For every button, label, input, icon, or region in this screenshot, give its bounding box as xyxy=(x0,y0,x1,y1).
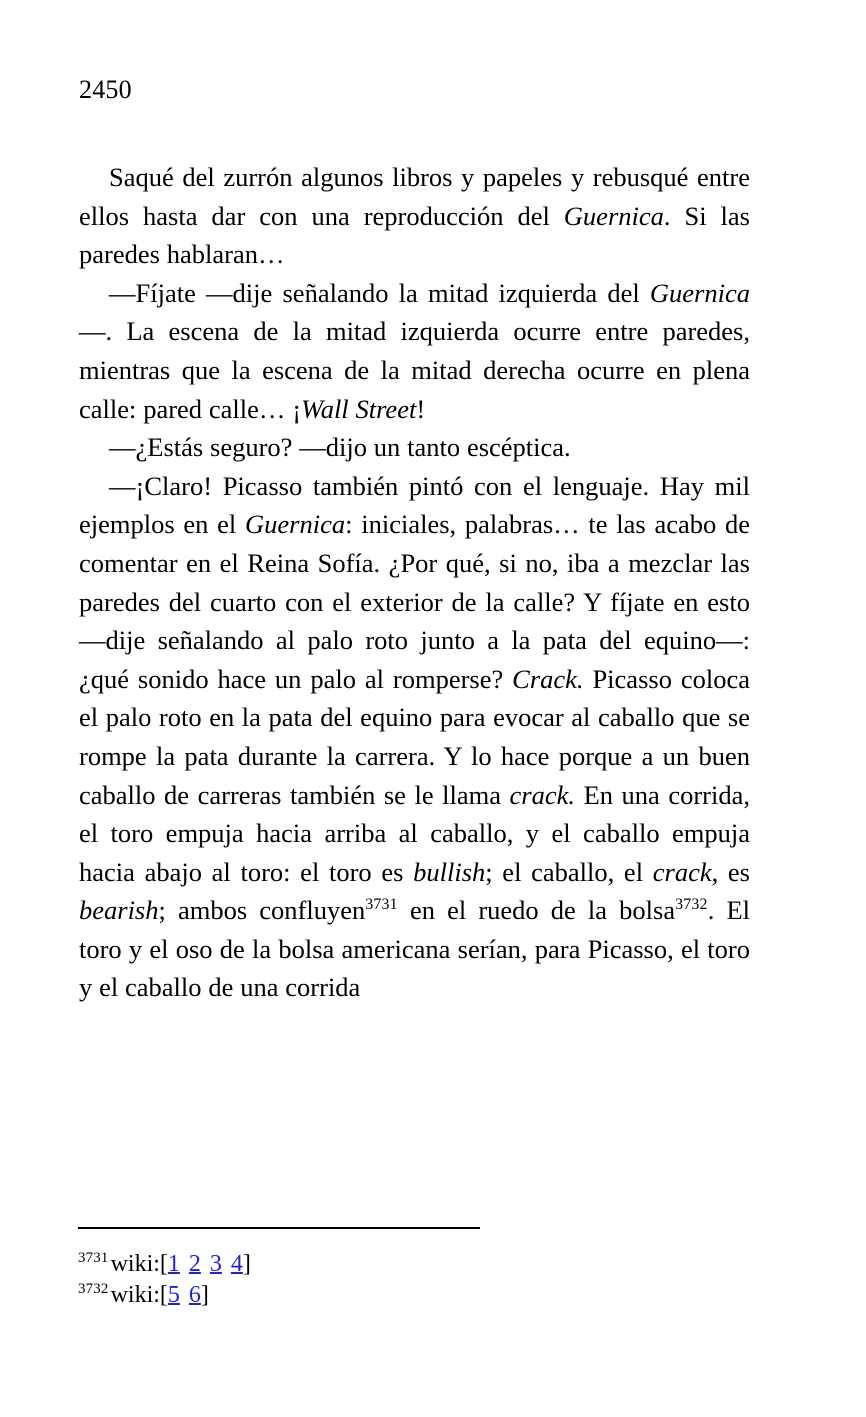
text-run: —. La escena de la mitad izquierda ocurre entre paredes, mientras que la escena de la mitad derecha ocurre en plena calle: pared calle… ¡ xyxy=(79,316,750,424)
footnote-separator-rule xyxy=(78,1227,480,1229)
footnote-item xyxy=(78,1249,758,1280)
text-run: Saqué del zurrón algunos libros y papeles y rebusqué entre ellos hasta dar con una reproducción del xyxy=(79,162,750,231)
text-run: en el ruedo de la bolsa xyxy=(397,895,676,926)
body-text-column xyxy=(79,158,750,1007)
text-run: , es xyxy=(711,856,750,887)
emphasis-text: Wall Street xyxy=(301,393,417,424)
text-run: ; el caballo, el xyxy=(485,856,653,887)
footnote-prefix: wiki:[ xyxy=(110,1251,168,1277)
emphasis-text: bearish xyxy=(79,895,159,926)
emphasis-text: Guernica xyxy=(245,509,346,540)
paragraph xyxy=(79,467,750,1007)
emphasis-text: Crack. xyxy=(512,663,584,694)
emphasis-text: crack xyxy=(652,856,712,887)
emphasis-text: Guernica xyxy=(563,200,664,231)
emphasis-text: bullish xyxy=(413,856,486,887)
emphasis-text: crack. xyxy=(509,779,576,810)
footnote-item xyxy=(78,1280,758,1311)
text-run: En una corrida, el toro empuja hacia arriba al caballo, y el caballo empuja hacia abajo al toro: el toro es xyxy=(79,779,750,887)
paragraph xyxy=(79,274,750,428)
text-run: : iniciales, palabras… te las acabo de comentar en el Reina Sofía. ¿Por qué, si no, iba a mezclar las paredes del cuarto con el exterior de la calle? Y fíjate en esto —dije señalando al palo roto junto a la pata del equino—: ¿qué sonido hace un palo al romperse? xyxy=(79,509,750,694)
footnote-reference[interactable]: 3731 xyxy=(365,896,398,914)
footnote-suffix: ] xyxy=(200,1282,209,1308)
wiki-link[interactable]: 6 xyxy=(188,1282,201,1308)
page-number: 2450 xyxy=(79,75,132,104)
footnote-marker: 3731 xyxy=(78,1250,109,1266)
footnote-prefix: wiki:[ xyxy=(110,1282,168,1308)
footnote-reference[interactable]: 3732 xyxy=(675,896,708,914)
wiki-link[interactable]: 3 xyxy=(209,1251,222,1277)
footnote-suffix: ] xyxy=(242,1251,251,1277)
paragraph xyxy=(79,158,750,274)
text-run: . El toro y el oso de la bolsa americana serían, para Picasso, el toro y el caballo de una corrida xyxy=(79,895,750,1003)
text-run: —¡Claro! Picasso también pintó con el lenguaje. Hay mil ejemplos en el xyxy=(79,470,750,540)
footnote-marker: 3732 xyxy=(78,1281,109,1297)
text-run: ! xyxy=(416,393,426,424)
emphasis-text: Guernica xyxy=(649,277,750,308)
wiki-link[interactable]: 1 xyxy=(167,1251,180,1277)
text-run: —Fíjate —dije señalando la mitad izquierda del xyxy=(109,277,650,308)
wiki-link[interactable]: 4 xyxy=(230,1251,243,1277)
text-run: . Si las paredes hablaran… xyxy=(79,200,750,270)
text-run: Picasso coloca el palo roto en la pata del equino para evocar al caballo que se rompe la pata durante la carrera. Y lo hace porque a un buen caballo de carreras también se le llama xyxy=(79,663,750,810)
footnote-list xyxy=(78,1249,758,1311)
wiki-link[interactable]: 5 xyxy=(167,1282,180,1308)
text-run: ; ambos confluyen xyxy=(158,895,366,926)
wiki-link[interactable]: 2 xyxy=(188,1251,201,1277)
text-run: —¿Estás seguro? —dijo un tanto escéptica. xyxy=(109,432,571,463)
paragraph xyxy=(79,428,750,467)
